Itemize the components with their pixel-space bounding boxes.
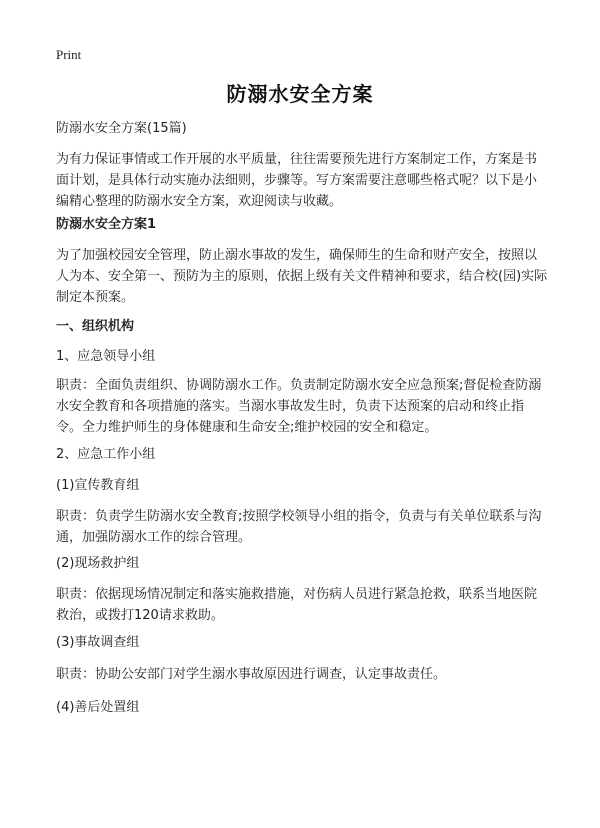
- org-heading: 一、组织机构: [56, 319, 135, 334]
- section-heading: 防溺水安全方案1: [56, 217, 157, 232]
- investigation-group-heading: (3)事故调查组: [56, 635, 140, 650]
- intro-paragraph: 为有力保证事情或工作开展的水平质量，往往需要预先进行方案制定工作，方案是书面计划，是具体行动实施办法细则，步骤等。写方案需要注意哪些格式呢？以下是小编精心整理的防溺水安全方案，欢迎阅读与收藏。: [56, 152, 538, 209]
- publicity-duty-paragraph: 职责：负责学生防溺水安全教育;按照学校领导小组的指令，负责与有关单位联系与沟通，加强防溺水工作的综合管理。: [56, 509, 542, 545]
- leader-group-heading: 1、应急领导小组: [56, 349, 156, 364]
- print-link[interactable]: Print: [56, 47, 82, 62]
- investigation-duty-paragraph: 职责：协助公安部门对学生溺水事故原因进行调查，认定事故责任。: [56, 667, 447, 682]
- publicity-group-heading: (1)宣传教育组: [56, 478, 140, 493]
- rescue-duty-paragraph: 职责：依据现场情况制定和落实施救措施，对伤病人员进行紧急抢救，联系当地医院救治，或拨打120请求救助。: [56, 587, 538, 623]
- work-group-heading: 2、应急工作小组: [56, 447, 156, 462]
- section-intro-paragraph: 为了加强校园安全管理，防止溺水事故的发生，确保师生的生命和财产安全，按照以人为本、安全第一、预防为主的原则，依据上级有关文件精神和要求，结合校(园)实际制定本预案。: [56, 248, 548, 305]
- leader-duty-paragraph: 职责：全面负责组织、协调防溺水工作。负责制定防溺水安全应急预案;督促检查防溺水安全教育和各项措施的落实。当溺水事故发生时，负责下达预案的启动和终止指令。全力维护师生的身体健康和生命安全;维护校园的安全和稳定。: [56, 378, 542, 435]
- document-subtitle: 防溺水安全方案(15篇): [56, 121, 187, 136]
- aftermath-group-heading: (4)善后处置组: [56, 700, 140, 715]
- rescue-group-heading: (2)现场救护组: [56, 556, 140, 571]
- page-title: 防溺水安全方案: [226, 82, 374, 106]
